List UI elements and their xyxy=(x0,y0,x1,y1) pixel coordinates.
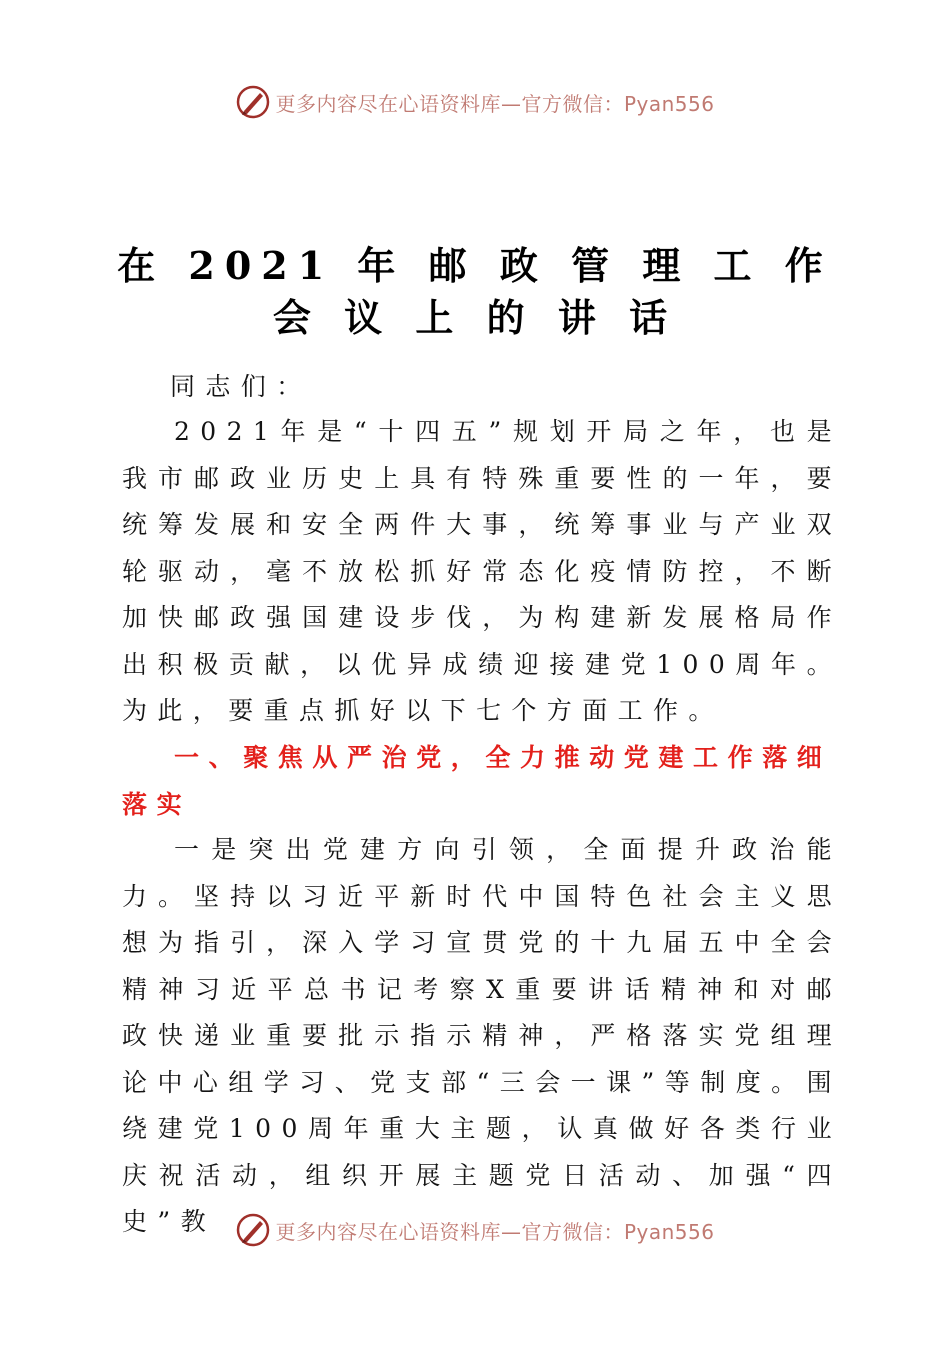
watermark-header xyxy=(0,82,950,122)
pen-logo-icon xyxy=(235,84,271,120)
document-title: 在 2021 年 邮 政 管 理 工 作 会 议 上 的 讲 话 xyxy=(117,243,833,340)
greeting: 同志们： xyxy=(170,372,312,401)
watermark-footer xyxy=(0,1210,950,1250)
pen-logo-icon xyxy=(235,1212,271,1248)
watermark-text: 更多内容尽在心语资料库—官方微信：Pyan556 xyxy=(275,1219,715,1244)
watermark-text: 更多内容尽在心语资料库—官方微信：Pyan556 xyxy=(275,91,715,116)
section-heading-1: 一、聚焦从严治党，全力推动党建工作落细落实 xyxy=(122,743,832,819)
paragraph-intro: 2021年是“十四五”规划开局之年，也是我市邮政业历史上具有特殊重要性的一年，要统筹发展和安全两件大事，统筹事业与产业双轮驱动，毫不放松抓好常态化疫情防控，不断加快邮政强国建设步伐，为构建新发展格局作出积极贡献，以优异成绩迎接建党100周年。为此，要重点抓好以下七个方面工作。 xyxy=(122,417,842,725)
paragraph-section-1: 一是突出党建方向引领，全面提升政治能力。坚持以习近平新时代中国特色社会主义思想为指引，深入学习宣贯党的十九届五中全会精神习近平总书记考察X重要讲话精神和对邮政快递业重要批示指示精神，严格落实党组理论中心组学习、党支部“三会一课”等制度。围绕建党100周年重大主题，认真做好各类行业庆祝活动，组织开展主题党日活动、加强“四史”教 xyxy=(122,835,842,1236)
